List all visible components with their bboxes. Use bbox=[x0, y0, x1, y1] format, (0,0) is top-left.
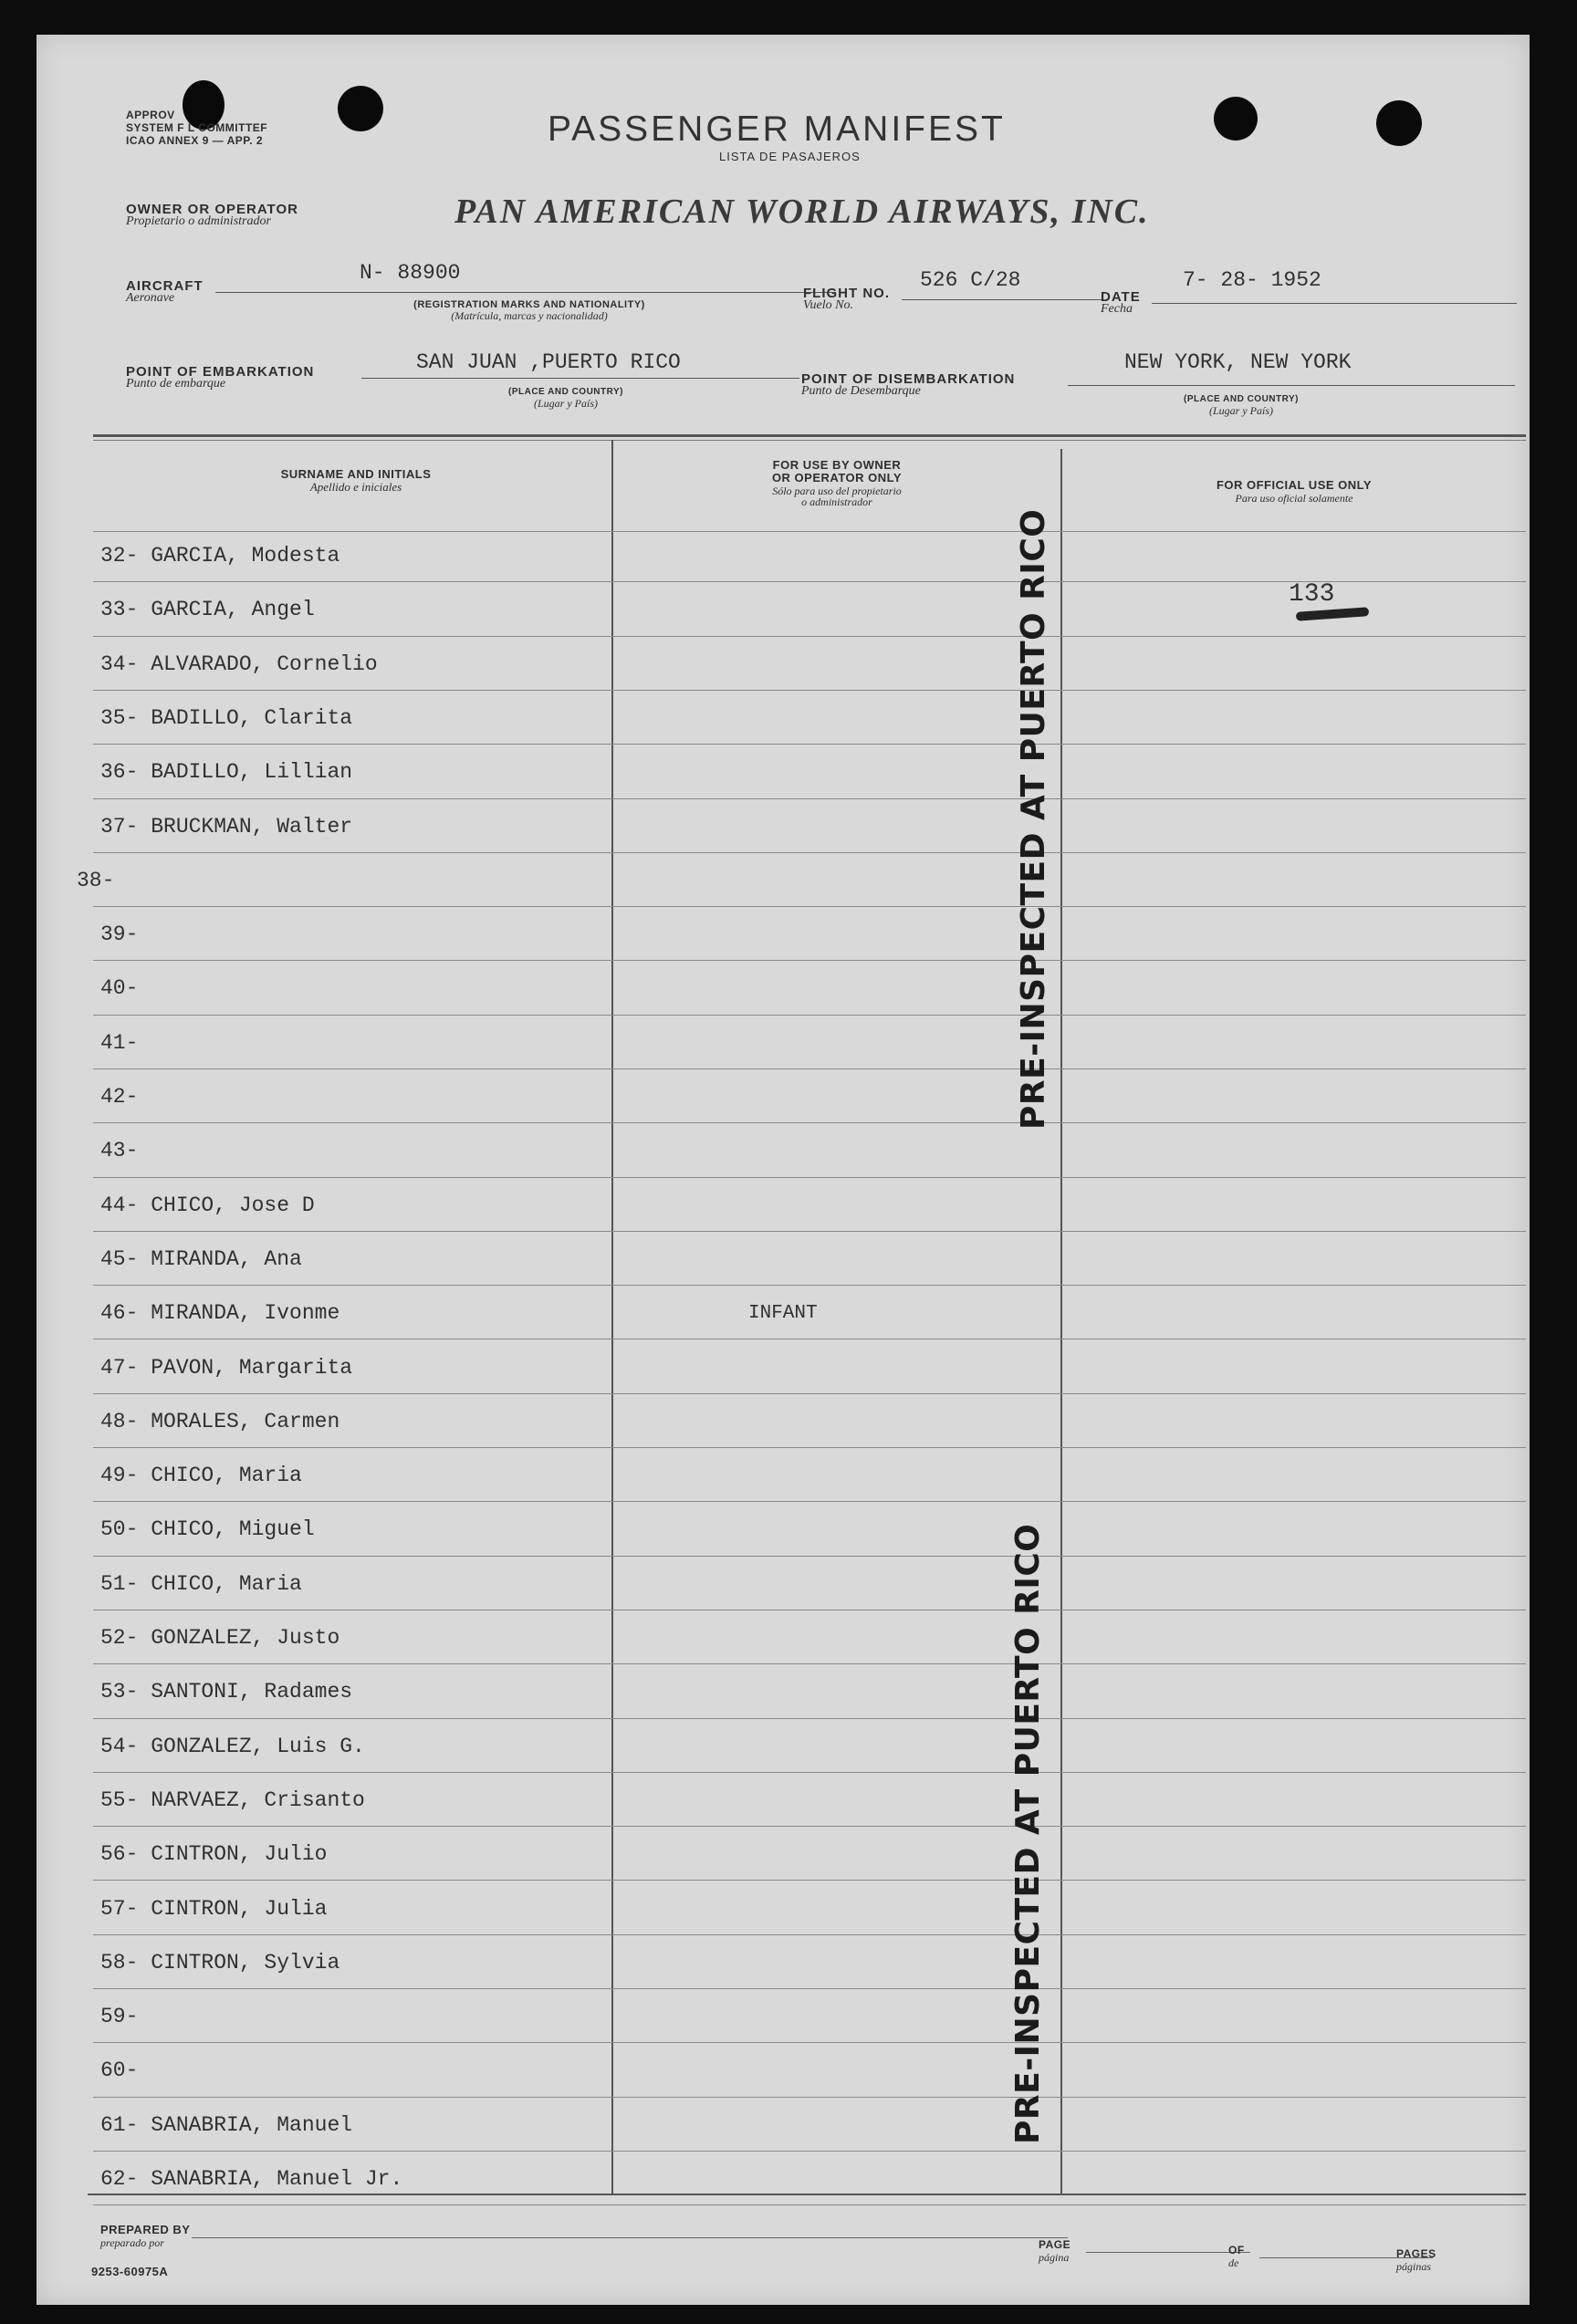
row-divider bbox=[93, 1285, 1526, 1286]
ink-scribble bbox=[1296, 607, 1370, 621]
flight-value: 526 C/28 bbox=[920, 268, 1021, 292]
passenger-entry: 58- CINTRON, Sylvia bbox=[100, 1951, 340, 1975]
row-divider bbox=[93, 798, 1526, 799]
row-divider bbox=[93, 1447, 1526, 1448]
owner-note-infant: INFANT bbox=[748, 1303, 818, 1324]
passenger-entry: 47- PAVON, Margarita bbox=[100, 1356, 353, 1380]
col-header-owner-es: Sólo para uso del propietario bbox=[772, 485, 902, 497]
col-header-official: FOR OFFICIAL USE ONLY bbox=[1216, 478, 1373, 492]
passenger-entry: 38- bbox=[77, 869, 115, 892]
passenger-entry: 50- CHICO, Miguel bbox=[100, 1517, 315, 1541]
owner-label-es: Propietario o administrador bbox=[126, 214, 271, 228]
passenger-entry: 42- bbox=[100, 1085, 139, 1109]
approval-line: SYSTEM F L COMMITTEF bbox=[126, 121, 268, 134]
row-divider bbox=[93, 1501, 1526, 1502]
pages-label-es: páginas bbox=[1396, 2260, 1432, 2273]
date-label-es: Fecha bbox=[1101, 302, 1133, 316]
form-subtitle: LISTA DE PASAJEROS bbox=[719, 150, 861, 163]
approval-line: ICAO ANNEX 9 — APP. 2 bbox=[126, 134, 264, 147]
passenger-entry: 39- bbox=[100, 922, 139, 946]
official-note-number: 133 bbox=[1289, 580, 1335, 609]
row-divider bbox=[93, 1880, 1526, 1881]
passenger-entry: 36- BADILLO, Lillian bbox=[100, 760, 353, 784]
of-label-es: de bbox=[1228, 2256, 1239, 2269]
of-label: OF bbox=[1228, 2244, 1245, 2256]
date-value: 7- 28- 1952 bbox=[1183, 268, 1321, 292]
row-divider bbox=[93, 1231, 1526, 1232]
prepared-label-es: preparado por bbox=[100, 2236, 164, 2249]
col-header-surname-es: Apellido e iniciales bbox=[309, 480, 402, 494]
passenger-entry: 32- GARCIA, Modesta bbox=[100, 544, 340, 568]
row-divider bbox=[93, 1068, 1526, 1069]
approval-line: APPROV bbox=[126, 109, 175, 121]
prepared-label: PREPARED BY bbox=[100, 2223, 191, 2236]
passenger-entry: 40- bbox=[100, 976, 139, 1000]
passenger-entry: 55- NARVAEZ, Crisanto bbox=[100, 1788, 365, 1812]
punch-hole bbox=[1214, 97, 1258, 141]
passenger-entry: 49- CHICO, Maria bbox=[100, 1464, 302, 1487]
disembark-label-es: Punto de Desembarque bbox=[801, 384, 921, 398]
row-divider bbox=[93, 960, 1526, 961]
aircraft-label: AIRCRAFT bbox=[126, 278, 204, 294]
disembark-note-es: (Lugar y País) bbox=[1209, 404, 1273, 417]
row-divider bbox=[93, 2097, 1526, 2098]
row-divider bbox=[93, 1718, 1526, 1719]
passenger-entry: 60- bbox=[100, 2058, 139, 2082]
embark-value: SAN JUAN ,PUERTO RICO bbox=[416, 350, 681, 374]
registration-note-es: (Matrícula, marcas y nacionalidad) bbox=[451, 309, 608, 322]
passenger-entry: 41- bbox=[100, 1031, 139, 1055]
embark-note-es: (Lugar y País) bbox=[534, 397, 598, 410]
passenger-entry: 57- CINTRON, Julia bbox=[100, 1897, 328, 1921]
row-divider bbox=[93, 1015, 1526, 1016]
page-label-es: página bbox=[1039, 2251, 1070, 2264]
row-divider bbox=[93, 2042, 1526, 2043]
punch-hole bbox=[1376, 100, 1422, 146]
passenger-entry: 46- MIRANDA, Ivonme bbox=[100, 1301, 340, 1325]
passenger-entry: 53- SANTONI, Radames bbox=[100, 1680, 353, 1704]
embark-label: POINT OF EMBARKATION bbox=[126, 364, 315, 380]
embark-label-es: Punto de embarque bbox=[126, 377, 226, 391]
manifest-sheet bbox=[37, 35, 1530, 2305]
disembark-value: NEW YORK, NEW YORK bbox=[1124, 350, 1352, 374]
col-header-surname: SURNAME AND INITIALS bbox=[280, 467, 432, 481]
date-label: DATE bbox=[1101, 289, 1141, 305]
disembark-label: POINT OF DISEMBARKATION bbox=[801, 371, 1016, 387]
row-divider bbox=[93, 1934, 1526, 1935]
row-divider bbox=[93, 1772, 1526, 1773]
flight-label: FLIGHT NO. bbox=[803, 286, 890, 301]
row-divider bbox=[93, 690, 1526, 691]
col-header-owner: FOR USE BY OWNER bbox=[772, 458, 902, 472]
col-header-official-es: Para uso oficial solamente bbox=[1235, 492, 1353, 505]
passenger-entry: 61- SANABRIA, Manuel bbox=[100, 2113, 353, 2137]
row-divider bbox=[93, 1663, 1526, 1664]
row-divider bbox=[93, 636, 1526, 637]
owner-value: PAN AMERICAN WORLD AIRWAYS, INC. bbox=[454, 193, 1150, 231]
passenger-entry: 33- GARCIA, Angel bbox=[100, 598, 315, 621]
row-divider bbox=[93, 1826, 1526, 1827]
row-divider bbox=[93, 2204, 1526, 2205]
passenger-entry: 51- CHICO, Maria bbox=[100, 1572, 302, 1596]
passenger-entry: 45- MIRANDA, Ana bbox=[100, 1247, 302, 1271]
col-header-owner-es: o administrador bbox=[801, 495, 872, 508]
form-number: 9253-60975A bbox=[91, 2265, 169, 2278]
owner-label: OWNER OR OPERATOR bbox=[126, 202, 298, 217]
page-label: PAGE bbox=[1039, 2238, 1071, 2251]
col-header-owner: OR OPERATOR ONLY bbox=[771, 471, 903, 485]
row-divider bbox=[93, 744, 1526, 745]
row-divider bbox=[93, 1122, 1526, 1123]
passenger-entry: 62- SANABRIA, Manuel Jr. bbox=[100, 2167, 403, 2191]
embark-note: (PLACE AND COUNTRY) bbox=[508, 387, 623, 397]
row-divider bbox=[93, 1393, 1526, 1394]
row-divider bbox=[93, 1177, 1526, 1178]
passenger-entry: 54- GONZALEZ, Luis G. bbox=[100, 1735, 365, 1758]
disembark-note: (PLACE AND COUNTRY) bbox=[1184, 394, 1299, 404]
row-divider bbox=[93, 852, 1526, 853]
row-divider bbox=[93, 2151, 1526, 2152]
row-divider bbox=[93, 906, 1526, 907]
pages-label: PAGES bbox=[1396, 2247, 1436, 2260]
passenger-entry: 48- MORALES, Carmen bbox=[100, 1410, 340, 1433]
punch-hole bbox=[338, 86, 383, 131]
aircraft-value: N- 88900 bbox=[360, 261, 461, 285]
row-divider bbox=[93, 1988, 1526, 1989]
passenger-entry: 59- bbox=[100, 2005, 139, 2028]
passenger-entry: 44- CHICO, Jose D bbox=[100, 1193, 315, 1217]
passenger-entry: 56- CINTRON, Julio bbox=[100, 1842, 328, 1866]
preinspected-stamp-upper: PRE-INSPECTED AT PUERTO RICO bbox=[1015, 508, 1052, 1130]
passenger-entry: 34- ALVARADO, Cornelio bbox=[100, 652, 378, 676]
passenger-entry: 35- BADILLO, Clarita bbox=[100, 706, 353, 730]
header-divider bbox=[93, 531, 1526, 532]
row-divider bbox=[93, 1556, 1526, 1557]
passenger-entry: 52- GONZALEZ, Justo bbox=[100, 1626, 340, 1650]
passenger-entry: 37- BRUCKMAN, Walter bbox=[100, 815, 353, 839]
preinspected-stamp-lower: PRE-INSPECTED AT PUERTO RICO bbox=[1009, 1523, 1047, 2144]
flight-label-es: Vuelo No. bbox=[803, 298, 853, 312]
aircraft-label-es: Aeronave bbox=[126, 291, 175, 305]
passenger-entry: 43- bbox=[100, 1139, 139, 1162]
registration-note: (REGISTRATION MARKS AND NATIONALITY) bbox=[413, 299, 645, 310]
form-title: PASSENGER MANIFEST bbox=[548, 109, 1006, 149]
